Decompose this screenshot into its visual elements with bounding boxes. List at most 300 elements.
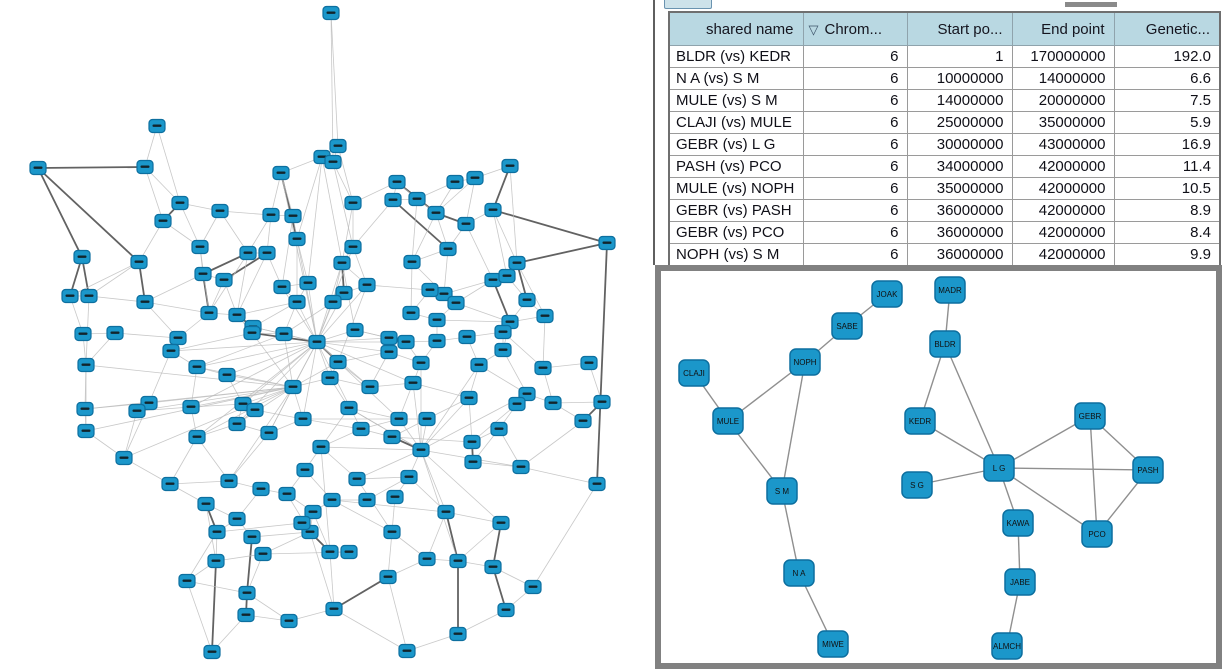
column-header[interactable]: shared name [669,12,803,46]
network-node[interactable] [450,628,466,641]
network-node[interactable] [422,284,438,297]
table-cell[interactable]: 6 [803,244,907,267]
network-node[interactable] [77,403,93,416]
network-node[interactable] [1075,403,1105,429]
column-header[interactable]: Genetic... [1114,12,1220,46]
table-cell[interactable]: 25000000 [907,112,1012,134]
table-cell[interactable]: 6 [803,178,907,200]
table-cell[interactable]: 36000000 [907,200,1012,222]
network-node[interactable] [499,270,515,283]
network-edge[interactable] [999,468,1148,470]
node-label: BLDR [934,340,956,349]
network-node[interactable] [399,645,415,658]
network-edge [229,433,269,481]
network-node[interactable] [387,491,403,504]
network-node[interactable] [313,441,329,454]
network-node[interactable] [204,646,220,659]
network-node[interactable] [359,494,375,507]
network-node[interactable] [1005,569,1035,595]
network-node[interactable] [239,587,255,600]
network-edge [321,447,421,450]
table-cell[interactable]: 35000000 [907,178,1012,200]
table-cell[interactable]: CLAJI (vs) MULE [669,112,803,134]
network-node[interactable] [599,237,615,250]
network-node[interactable] [818,631,848,657]
node-label: MADR [938,286,962,295]
network-edge[interactable] [782,362,805,491]
network-edge [446,512,458,561]
network-edge [521,467,597,484]
table-cell[interactable]: 6 [803,156,907,178]
network-node[interactable] [244,327,260,340]
network-node[interactable] [413,357,429,370]
network-node[interactable] [300,277,316,290]
network-node[interactable] [464,436,480,449]
network-node[interactable] [459,331,475,344]
network-edge [197,334,284,367]
network-node[interactable] [384,526,400,539]
network-edge [145,167,163,221]
network-node[interactable] [380,571,396,584]
table-row[interactable] [669,68,1220,90]
network-node[interactable] [349,473,365,486]
network-node[interactable] [216,274,232,287]
table-cell[interactable]: NOPH (vs) S M [669,244,803,267]
detail-network-canvas[interactable] [661,271,1216,663]
network-node[interactable] [905,408,935,434]
table-header-row [669,12,1220,46]
node-label: JOAK [876,290,898,299]
network-node[interactable] [322,546,338,559]
node-label: GEBR [1078,412,1102,421]
network-node[interactable] [192,241,208,254]
network-edge [70,262,139,296]
table-cell[interactable]: 36000000 [907,244,1012,267]
network-node[interactable] [465,456,481,469]
network-node[interactable] [219,369,235,382]
network-node[interactable] [345,197,361,210]
network-node[interactable] [429,335,445,348]
table-tab-fragment[interactable] [664,0,712,9]
node-label: PCO [1088,530,1106,539]
network-edge[interactable] [1090,416,1097,534]
network-edge [543,316,545,368]
network-node[interactable] [495,344,511,357]
network-node[interactable] [1082,521,1112,547]
network-node[interactable] [419,413,435,426]
table-cell[interactable]: 36000000 [907,222,1012,244]
network-edge [237,302,297,315]
network-node[interactable] [325,296,341,309]
node-label: S G [910,481,924,490]
network-edge [334,609,407,651]
network-node[interactable] [276,328,292,341]
network-node[interactable] [935,277,965,303]
attribute-table [668,11,1221,267]
table-row[interactable] [669,222,1220,244]
network-node[interactable] [279,488,295,501]
network-node[interactable] [398,336,414,349]
network-node[interactable] [498,604,514,617]
network-node[interactable] [201,307,217,320]
network-node[interactable] [238,609,254,622]
network-node[interactable] [345,241,361,254]
network-node[interactable] [195,268,211,281]
network-node[interactable] [163,345,179,358]
network-edge [38,168,139,262]
network-edge [149,387,293,403]
network-edge [247,537,252,593]
network-edge [170,481,229,484]
network-node[interactable] [221,475,237,488]
table-row[interactable] [669,90,1220,112]
network-node[interactable] [129,405,145,418]
network-node[interactable] [493,517,509,530]
network-node[interactable] [535,362,551,375]
network-node[interactable] [537,310,553,323]
filter-funnel-icon[interactable]: ▽ [808,21,819,37]
network-node[interactable] [273,167,289,180]
network-node[interactable] [334,257,350,270]
network-node[interactable] [341,546,357,559]
network-node[interactable] [525,581,541,594]
network-node[interactable] [247,404,263,417]
network-edge [517,243,607,263]
network-edge [38,168,82,257]
network-node[interactable] [404,256,420,269]
network-node[interactable] [263,209,279,222]
table-cell[interactable]: 192.0 [1114,46,1220,68]
network-node[interactable] [30,162,46,175]
network-edge [212,561,216,652]
network-node[interactable] [323,7,339,20]
table-cell[interactable]: 42000000 [1012,156,1114,178]
network-node[interactable] [491,423,507,436]
table-cell[interactable]: 170000000 [1012,46,1114,68]
node-label: KAWA [1006,519,1030,528]
table-cell[interactable]: 7.5 [1114,90,1220,112]
table-cell[interactable]: 16.9 [1114,134,1220,156]
table-row[interactable] [669,134,1220,156]
network-edge [411,262,412,313]
table-cell[interactable]: 14000000 [907,90,1012,112]
table-cell[interactable]: 9.9 [1114,244,1220,267]
network-node[interactable] [832,313,862,339]
network-node[interactable] [679,360,709,386]
table-cell[interactable]: 6 [803,134,907,156]
network-node[interactable] [212,205,228,218]
node-label: CLAJI [683,369,705,378]
network-node[interactable] [347,324,363,337]
network-edge [187,581,212,652]
network-edge [533,484,597,587]
table-cell[interactable]: MULE (vs) NOPH [669,178,803,200]
network-node[interactable] [183,401,199,414]
network-node[interactable] [229,309,245,322]
node-label: KEDR [908,417,932,426]
table-panel [655,0,1222,265]
table-cell[interactable]: 6 [803,90,907,112]
network-node[interactable] [294,517,310,530]
network-node[interactable] [353,423,369,436]
network-node[interactable] [467,172,483,185]
network-edge [237,253,248,315]
network-node[interactable] [330,356,346,369]
table-cell[interactable]: 6 [803,200,907,222]
network-node[interactable] [209,526,225,539]
network-node[interactable] [790,349,820,375]
network-edge [330,552,334,609]
network-node[interactable] [413,444,429,457]
table-cell[interactable]: MULE (vs) S M [669,90,803,112]
network-node[interactable] [713,408,743,434]
network-node[interactable] [485,561,501,574]
network-node[interactable] [450,555,466,568]
network-edge [466,224,493,280]
network-node[interactable] [229,418,245,431]
network-node[interactable] [325,156,341,169]
network-node[interactable] [253,483,269,496]
table-cell[interactable]: 42000000 [1012,222,1114,244]
node-label: ALMCH [992,642,1022,651]
network-node[interactable] [384,431,400,444]
network-node[interactable] [381,332,397,345]
table-cell[interactable]: 42000000 [1012,200,1114,222]
network-node[interactable] [179,575,195,588]
network-node[interactable] [198,498,214,511]
network-edge [149,351,171,403]
network-node[interactable] [137,296,153,309]
network-edge [493,210,607,243]
network-node[interactable] [594,396,610,409]
node-label: PASH [1137,466,1159,475]
network-node[interactable] [78,425,94,438]
network-node[interactable] [81,290,97,303]
table-cell[interactable]: PASH (vs) PCO [669,156,803,178]
network-node[interactable] [1133,457,1163,483]
network-node[interactable] [401,471,417,484]
network-node[interactable] [75,328,91,341]
network-node[interactable] [502,160,518,173]
network-node[interactable] [170,332,186,345]
network-node[interactable] [403,307,419,320]
network-node[interactable] [137,161,153,174]
network-node[interactable] [359,279,375,292]
table-cell[interactable]: 8.9 [1114,200,1220,222]
network-node[interactable] [295,413,311,426]
network-edge [187,581,247,593]
network-node[interactable] [289,233,305,246]
network-edge [437,320,510,322]
network-node[interactable] [78,359,94,372]
network-node[interactable] [767,478,797,504]
network-edge [284,334,293,387]
network-node[interactable] [519,294,535,307]
network-node[interactable] [784,560,814,586]
table-cell[interactable]: 5.9 [1114,112,1220,134]
table-cell[interactable]: 8.4 [1114,222,1220,244]
table-cell[interactable]: GEBR (vs) L G [669,134,803,156]
network-node[interactable] [447,176,463,189]
node-label: L G [992,464,1006,473]
network-node[interactable] [589,478,605,491]
network-node[interactable] [440,243,456,256]
table-cell[interactable]: GEBR (vs) PCO [669,222,803,244]
node-label: MIWE [822,640,844,649]
network-node[interactable] [261,427,277,440]
table-cell[interactable]: 10.5 [1114,178,1220,200]
table-row[interactable] [669,112,1220,134]
network-node[interactable] [274,281,290,294]
node-label: JABE [1009,578,1031,587]
scrollbar-fragment[interactable] [1065,2,1117,7]
network-node[interactable] [362,381,378,394]
network-node[interactable] [189,361,205,374]
network-node[interactable] [131,256,147,269]
network-node[interactable] [172,197,188,210]
table-row[interactable] [669,46,1220,68]
network-node[interactable] [341,402,357,415]
network-node[interactable] [458,218,474,231]
network-node[interactable] [391,413,407,426]
network-node[interactable] [409,193,425,206]
table-cell[interactable]: 1 [907,46,1012,68]
network-node[interactable] [381,346,397,359]
network-node[interactable] [244,531,260,544]
column-header[interactable]: Start po... [907,12,1012,46]
node-label: SABE [836,322,858,331]
network-node[interactable] [419,553,435,566]
network-edge [297,157,322,239]
network-node[interactable] [289,296,305,309]
network-node[interactable] [116,452,132,465]
network-node[interactable] [461,392,477,405]
network-node[interactable] [429,314,445,327]
network-node[interactable] [575,415,591,428]
network-node[interactable] [281,615,297,628]
network-node[interactable] [930,331,960,357]
network-node[interactable] [545,397,561,410]
network-node[interactable] [405,377,421,390]
network-node[interactable] [992,633,1022,659]
network-edge [303,419,361,429]
node-label: N A [792,569,806,578]
network-edge [493,210,507,276]
table-row[interactable] [669,178,1220,200]
node-label: MULE [716,417,740,426]
network-edge [421,450,446,512]
network-edge [367,285,430,290]
network-node[interactable] [62,290,78,303]
network-edge [388,577,407,651]
table-cell[interactable]: 20000000 [1012,90,1114,112]
table-cell[interactable]: 10000000 [907,68,1012,90]
column-header[interactable]: End point [1012,12,1114,46]
network-node[interactable] [285,210,301,223]
network-node[interactable] [229,513,245,526]
network-edge [115,333,178,338]
network-node[interactable] [513,461,529,474]
network-node[interactable] [326,603,342,616]
table-row[interactable] [669,200,1220,222]
table-cell[interactable]: 6 [803,112,907,134]
network-node[interactable] [1003,510,1033,536]
network-edge [191,342,317,407]
table-cell[interactable]: N A (vs) S M [669,68,803,90]
network-node[interactable] [74,251,90,264]
network-node[interactable] [872,281,902,307]
table-cell[interactable]: GEBR (vs) PASH [669,200,803,222]
network-node[interactable] [385,194,401,207]
table-cell[interactable]: 6.6 [1114,68,1220,90]
table-cell[interactable]: 6 [803,222,907,244]
table-cell[interactable]: 42000000 [1012,178,1114,200]
network-node[interactable] [581,357,597,370]
network-node[interactable] [162,478,178,491]
network-node[interactable] [149,120,165,133]
table-cell[interactable]: 30000000 [907,134,1012,156]
column-header[interactable]: ▽ Chrom... [803,12,907,46]
network-node[interactable] [240,247,256,260]
network-node[interactable] [322,372,338,385]
table-row[interactable] [669,244,1220,267]
table-cell[interactable]: BLDR (vs) KEDR [669,46,803,68]
network-node[interactable] [285,381,301,394]
table-cell[interactable]: 42000000 [1012,244,1114,267]
network-node[interactable] [902,472,932,498]
network-node[interactable] [389,176,405,189]
network-node[interactable] [309,336,325,349]
table-row[interactable] [669,156,1220,178]
network-node[interactable] [107,327,123,340]
network-node[interactable] [428,207,444,220]
node-label: S M [774,487,790,496]
network-edge [597,243,607,484]
network-edge [145,274,203,302]
network-edge [38,167,145,168]
network-node[interactable] [259,247,275,260]
network-edge [308,157,322,283]
network-node[interactable] [471,359,487,372]
network-node[interactable] [984,455,1014,481]
network-edge [521,421,583,467]
table-cell[interactable]: 6 [803,46,907,68]
table-cell[interactable]: 43000000 [1012,134,1114,156]
table-cell[interactable]: 6 [803,68,907,90]
network-edge [282,216,293,287]
network-node[interactable] [208,555,224,568]
network-node[interactable] [297,464,313,477]
network-node[interactable] [509,257,525,270]
network-node[interactable] [324,494,340,507]
table-cell[interactable]: 14000000 [1012,68,1114,90]
network-node[interactable] [495,326,511,339]
network-node[interactable] [255,548,271,561]
network-node[interactable] [189,431,205,444]
network-node[interactable] [155,215,171,228]
network-edge[interactable] [945,344,999,468]
network-node[interactable] [485,204,501,217]
network-node[interactable] [438,506,454,519]
network-edge [145,302,209,313]
table-cell[interactable]: 11.4 [1114,156,1220,178]
network-node[interactable] [509,398,525,411]
network-node[interactable] [448,297,464,310]
node-label: NOPH [793,358,817,367]
network-node[interactable] [330,140,346,153]
table-cell[interactable]: 35000000 [1012,112,1114,134]
table-cell[interactable]: 34000000 [907,156,1012,178]
